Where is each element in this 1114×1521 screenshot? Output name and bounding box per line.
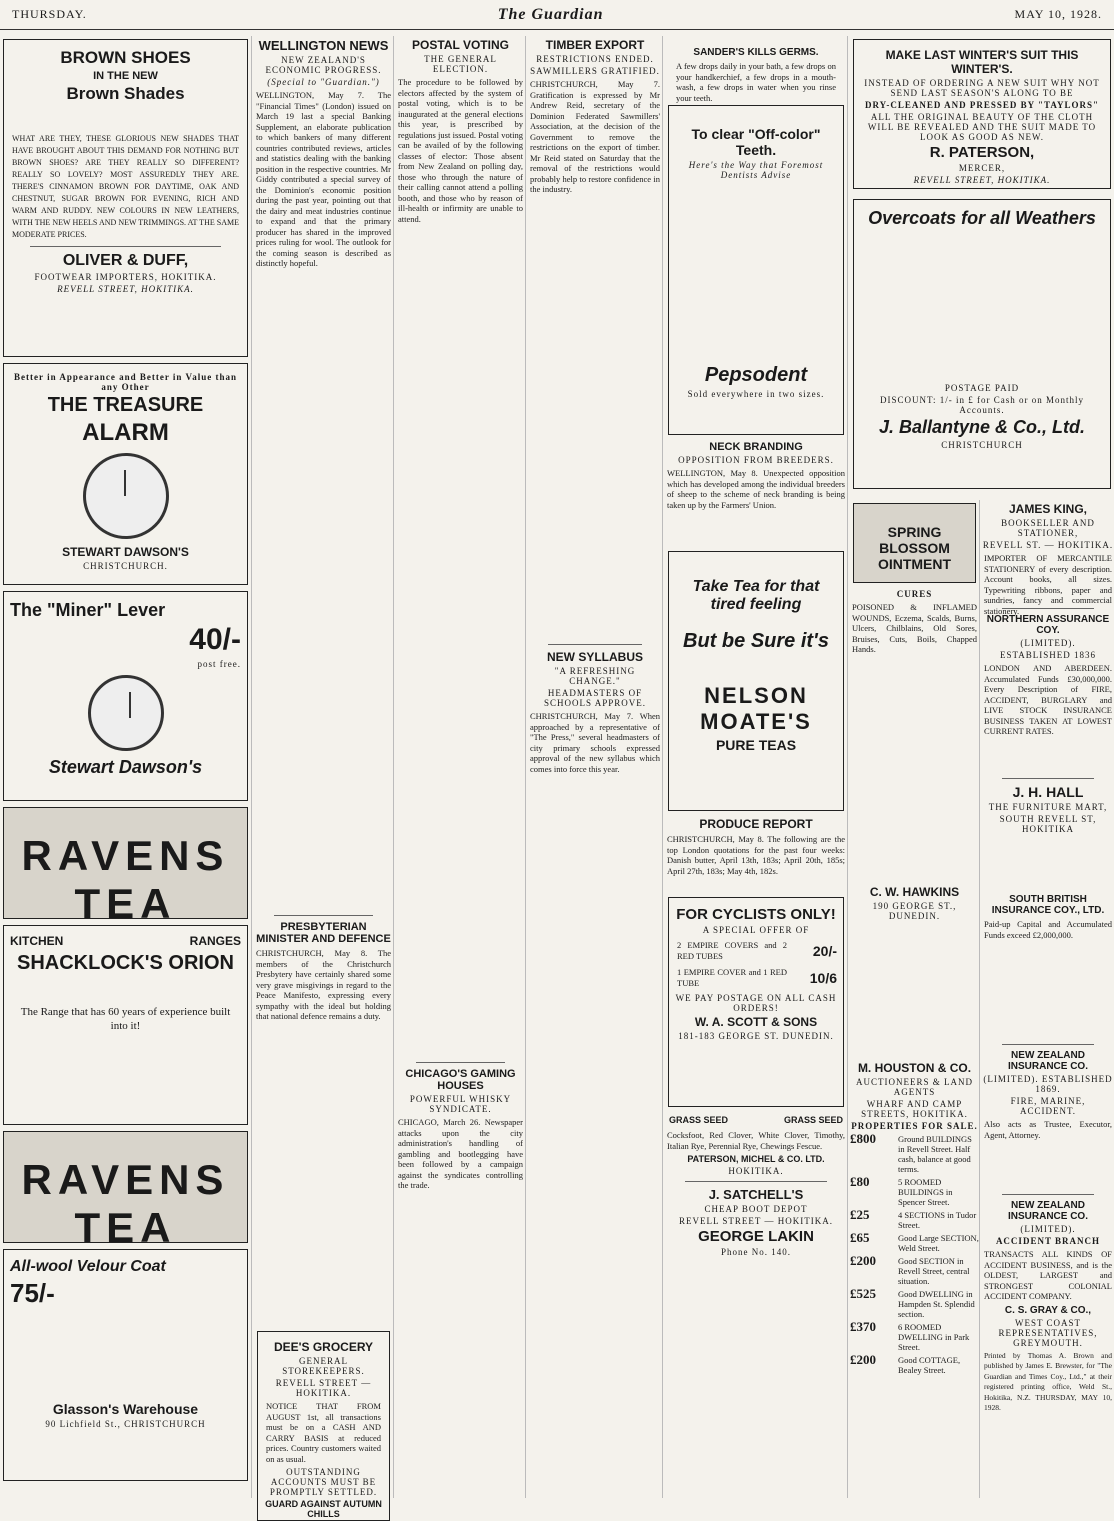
postal-voting-head: POSTAL VOTING <box>412 38 509 52</box>
gray-address: WEST COAST REPRESENTATIVES, GREYMOUTH. <box>998 1317 1098 1348</box>
wellington-news-sub: NEW ZEALAND'S ECONOMIC PROGRESS. <box>265 55 382 75</box>
chicago-sub: POWERFUL WHISKY SYNDICATE. <box>409 1094 512 1114</box>
pepsodent-brand: Pepsodent <box>704 364 808 386</box>
velour-price: 75/- <box>10 1278 55 1308</box>
south-british-name: SOUTH BRITISH INSURANCE COY., LTD. <box>991 894 1105 916</box>
ballantyne-title: Overcoats for all Weathers <box>868 208 1096 228</box>
property-price: £25 <box>850 1207 870 1222</box>
ballantyne-postage: POSTAGE PAID <box>944 383 1020 393</box>
property-description: Ground BUILDINGS in Revell Street. Half cash, balance at good terms. <box>898 1134 972 1174</box>
nz-insurance-2-branch: ACCIDENT BRANCH <box>995 1236 1101 1246</box>
masthead-date: MAY 10, 1928. <box>1014 7 1102 21</box>
northern-sub: (LIMITED). <box>1020 638 1076 648</box>
nz-insurance-name: NEW ZEALAND INSURANCE CO. <box>1007 1050 1088 1072</box>
produce-report-body: CHRISTCHURCH, May 8. The following are the top London quotations for the past four weeks: Danish butter, April 13th, 183s; April 20th, 185s; April 27th, 183s; May 4th, 182s. <box>667 834 845 876</box>
syllabus-sub: "A REFRESHING CHANGE." <box>554 666 636 686</box>
property-price: £80 <box>850 1174 870 1189</box>
dees-chills: GUARD AGAINST AUTUMN CHILLS <box>265 1499 382 1519</box>
ballantyne-city: CHRISTCHURCH <box>941 440 1023 450</box>
paterson-trade: MERCER, <box>958 163 1006 173</box>
printer-imprint: Printed by Thomas A. Brown and published by James E. Brewster, for "The Guardian and Times Coy., Ltd.," at their registered printing office, Weld St., Hokitika, N.Z. THURSDAY, MAY 10, 1928. <box>984 1350 1112 1412</box>
dees-sub: GENERAL STOREKEEPERS. <box>282 1356 365 1376</box>
property-description: 5 ROOMED BUILDINGS in Spencer Street. <box>898 1177 953 1207</box>
grass-seed-left: GRASS SEED <box>669 1115 729 1125</box>
cyclists-sub: A SPECIAL OFFER OF <box>702 925 810 935</box>
paterson-body: ALL THE ORIGINAL BEAUTY OF THE CLOTH WILL BE REVEALED AND THE SUIT MADE TO LOOK AS GOOD AS NEW. <box>867 112 1097 142</box>
cyclists-offer-1: 2 EMPIRE COVERS and 2 RED TUBES <box>677 940 787 961</box>
property-price: £65 <box>850 1230 870 1245</box>
hall-name: J. H. HALL <box>1012 784 1084 800</box>
lakin-name: GEORGE LAKIN <box>698 1228 814 1245</box>
ravens-logo-2: RAVENS TEA <box>21 1156 230 1251</box>
neck-branding-head: NECK BRANDING <box>709 441 803 453</box>
orion-ranges: RANGES <box>189 934 241 948</box>
spring-cures: CURES <box>896 589 933 599</box>
dees-address: REVELL STREET — HOKITIKA. <box>275 1378 372 1398</box>
pepsodent-tag: Sold everywhere in two sizes. <box>687 389 825 399</box>
orion-claim: The Range that has 60 years of experience built into it! <box>20 1006 231 1032</box>
ballantyne-discount: DISCOUNT: 1/- in £ for Cash or on Monthly Accounts. <box>879 395 1085 415</box>
scott-address: 181-183 GEORGE ST. DUNEDIN. <box>678 1031 834 1041</box>
paterson-address: REVELL STREET, HOKITIKA. <box>913 175 1051 185</box>
cyclists-postage: WE PAY POSTAGE ON ALL CASH ORDERS! <box>675 993 837 1013</box>
velour-title: All-wool Velour Coat <box>10 1258 166 1275</box>
alarm-clock-icon <box>83 453 169 539</box>
miner-title: The "Miner" Lever <box>10 600 166 620</box>
hawkins-address: 190 GEORGE ST., DUNEDIN. <box>872 901 957 921</box>
property-description: 6 ROOMED DWELLING in Park Street. <box>898 1322 970 1352</box>
syllabus-body: CHRISTCHURCH, May 7. When approached by a representative of "The Press," several headmasters of city primary schools expressed approval of the new syllabus which comes into force this year. <box>530 711 660 774</box>
grass-seed-header <box>665 1113 847 1127</box>
james-king-name: JAMES KING, <box>1008 502 1087 516</box>
nelson-sure: But be Sure it's <box>683 630 829 652</box>
northern-body: LONDON AND ABERDEEN. Accumulated Funds £30,000,000. Every Description of FIRE, ACCIDENT, BURGLARY and LIVE STOCK INSURANCE BUSINESS TAKEN AT LOWEST CURRENT RATES. <box>984 663 1112 736</box>
hall-sub: THE FURNITURE MART, <box>988 802 1108 812</box>
paterson-dry-clean: DRY-CLEANED AND PRESSED BY "TAYLORS" <box>864 100 1100 110</box>
glasson-address: 90 Lichfield St., CHRISTCHURCH <box>45 1419 206 1429</box>
miner-footer: Stewart Dawson's <box>48 757 203 777</box>
pepsodent-title: To clear "Off-color" Teeth. <box>691 126 821 158</box>
grass-seed-right: GRASS SEED <box>783 1115 843 1125</box>
treasure-alarm-ad <box>3 363 248 585</box>
brown-shoes-shades: Brown Shades <box>66 84 185 103</box>
james-king-body: IMPORTER OF MERCANTILE STATIONERY of every description. Account books, all sizes. Typewriting ribbons, paper and sundries, fancy and commercial stationery. <box>984 553 1112 616</box>
satchell-address: REVELL STREET — HOKITIKA. <box>679 1216 833 1226</box>
property-item <box>850 1352 979 1375</box>
sanders-notice <box>668 39 844 103</box>
wellington-news-body: WELLINGTON, May 7. The "Financial Times" (London) issued on March 19 last a special Banking Supplement, an elaborate publication to which bankers of many different countries contributed reviews, articles and statistics dealing with the banking position in the respective countries. Mr Giddy contributed a special survey of the Dominion's economic position during the past year, pointing out that the dairy and meat industries continue to expand and that the primary producer has shared in the improved prices ruling for wool. The outlook for the coming season is described as distinctly hopeful. <box>256 90 391 268</box>
south-british-body: Paid-up Capital and Accumulated Funds exceed £2,000,000. <box>984 919 1112 940</box>
paterson-michel-firm: PATERSON, MICHEL & CO. LTD. <box>687 1154 825 1164</box>
scott-firm: W. A. SCOTT & SONS <box>694 1015 818 1029</box>
dees-body: NOTICE THAT FROM AUGUST 1st, all transactions must be on a CASH AND CARRY BASIS at reduced prices. Country customers waited on as usual. <box>266 1401 381 1464</box>
nz-insurance-sub: (LIMITED). ESTABLISHED 1869. <box>983 1074 1113 1094</box>
column-6-top <box>850 36 1114 196</box>
spring-body: POISONED & INFLAMED WOUNDS, Eczema, Scalds, Burns, Ulcers, Chilblains, Old Sores, Bruises, Cuts, Boils, Chapped Hands. <box>852 602 977 654</box>
northern-established: ESTABLISHED 1836 <box>999 650 1097 660</box>
ravens-logo: RAVENS TEA <box>21 832 230 927</box>
property-price: £800 <box>850 1131 876 1146</box>
postal-voting-sub: THE GENERAL ELECTION. <box>424 54 497 74</box>
paterson-name: R. PATERSON, <box>929 144 1035 161</box>
dees-head: DEE'S GROCERY <box>273 1340 374 1354</box>
column-6-lower <box>850 500 980 1498</box>
james-king-sub: BOOKSELLER AND STATIONER, <box>1001 518 1095 538</box>
property-description: Good DWELLING in Hampden St. Splendid section. <box>898 1289 975 1319</box>
column-7 <box>982 500 1114 1498</box>
miner-lever-ad <box>3 591 248 801</box>
brown-shoes-title: BROWN SHOES <box>60 48 191 67</box>
houston-properties: PROPERTIES FOR SALE. <box>851 1121 978 1131</box>
presbyterian-head: PRESBYTERIAN MINISTER AND DEFENCE <box>256 921 391 945</box>
property-item <box>850 1253 979 1286</box>
alarm-city: CHRISTCHURCH. <box>83 561 168 571</box>
cyclists-offer-2: 1 EMPIRE COVER and 1 RED TUBE <box>677 967 787 988</box>
brown-shoes-ad <box>3 39 248 357</box>
property-item <box>850 1174 979 1207</box>
pepsodent-caption: Here's the Way that Foremost Dentists Advise <box>688 160 824 180</box>
pocket-watch-icon <box>88 675 164 751</box>
property-item <box>850 1131 979 1174</box>
spring-blossom-title: SPRING BLOSSOM OINTMENT <box>877 524 952 572</box>
nz-insurance-body: Also acts as Trustee, Executor, Agent, Attorney. <box>984 1119 1112 1140</box>
houston-name: M. HOUSTON & CO. <box>857 1061 972 1075</box>
paterson-michel-town: HOKITIKA. <box>728 1166 784 1176</box>
neck-branding-body: WELLINGTON, May 8. Unexpected opposition which has developed among the individual breeders of sheep to the scheme of neck branding is being taken up by the Farmers' Union. <box>667 468 845 510</box>
column-1 <box>0 36 252 1498</box>
satchell-sub: CHEAP BOOT DEPOT <box>704 1204 808 1214</box>
paterson-sub: INSTEAD OF ORDERING A NEW SUIT WHY NOT SEND LAST SEASON'S ALONG TO BE <box>864 78 1100 98</box>
gray-firm: C. S. GRAY & CO., <box>1004 1304 1092 1316</box>
glasson-name: Glasson's Warehouse <box>52 1401 199 1417</box>
oliver-duff-address: REVELL STREET, HOKITIKA. <box>57 284 194 294</box>
cyclists-price-2: 10/6 <box>809 969 837 986</box>
timber-export-head: TIMBER EXPORT <box>545 38 645 52</box>
property-description: Good COTTAGE, Bealey Street. <box>898 1355 961 1375</box>
postal-voting-body: The procedure to be followed by electors affected by the system of postal voting, which is to be inaugurated at the general elections this year, is prescribed by regulations just issued. Postal voting can be availed of by the following classes of elector: Those absent from New Zealand on polling day, those who through the nature of their calling cannot attend a polling booth, and those who by reason of ill-health or infirmity are unable to attend. <box>398 77 523 224</box>
property-price: £200 <box>850 1253 876 1268</box>
sanders-head: SANDER'S KILLS GERMS. <box>693 47 819 58</box>
velour-coat-ad <box>3 1249 248 1481</box>
paterson-title: MAKE LAST WINTER'S SUIT THIS WINTER'S. <box>885 48 1079 76</box>
nelson-brand: NELSON MOATE'S <box>700 683 812 734</box>
property-item <box>850 1319 979 1352</box>
ballantyne-firm: J. Ballantyne & Co., Ltd. <box>878 417 1086 437</box>
nz-insurance-2-body: TRANSACTS ALL KINDS OF ACCIDENT BUSINESS, and is the OLDEST, LARGEST and STRONGEST COLONIAL ACCIDENT COMPANY. <box>984 1249 1112 1301</box>
paterson-ad <box>853 39 1111 189</box>
orion-range-ad <box>3 925 248 1125</box>
cyclists-ad <box>668 897 844 1107</box>
nz-insurance-sub2: FIRE, MARINE, ACCIDENT. <box>1010 1096 1086 1116</box>
syllabus-sub2: HEADMASTERS OF SCHOOLS APPROVE. <box>543 688 647 708</box>
brown-shoes-subtitle: IN THE NEW <box>93 70 158 82</box>
ravens-tea-ad-1 <box>3 807 248 927</box>
property-description: 4 SECTIONS in Tudor Street. <box>898 1210 977 1230</box>
wellington-news-byline: (Special to "Guardian.") <box>267 77 380 87</box>
property-price: £370 <box>850 1319 876 1334</box>
alarm-subtitle: ALARM <box>82 419 169 446</box>
oliver-duff-name: OLIVER & DUFF, <box>62 252 189 269</box>
dees-grocery-ad <box>257 1331 390 1521</box>
hawkins-name: C. W. HAWKINS <box>869 885 960 899</box>
property-item <box>850 1286 979 1319</box>
miner-price-tag: post free. <box>197 659 241 669</box>
produce-report-head: PRODUCE REPORT <box>699 817 813 831</box>
ballantyne-ad <box>853 199 1111 489</box>
satchell-name: J. SATCHELL'S <box>708 1187 804 1202</box>
presbyterian-body: CHRISTCHURCH, May 8. The members of the Christchurch Presbytery have certainly shared some very grave misgivings in regard to the Peace Manifesto, expressing every sympathy with the ideal but holding that national defence remains a duty. <box>256 948 391 1021</box>
spring-blossom-logo <box>853 503 976 583</box>
masthead-day: THURSDAY. <box>12 7 87 21</box>
nelson-tag: PURE TEAS <box>715 737 797 753</box>
property-item <box>850 1207 979 1230</box>
cyclists-price-1: 20/- <box>812 942 837 959</box>
property-description: Good Large SECTION, Weld Street. <box>898 1233 979 1253</box>
alarm-tagline: Better in Appearance and Better in Value than any Other <box>14 372 237 392</box>
nelson-slogan: Take Tea for that tired feeling <box>692 578 820 613</box>
orion-brand: SHACKLOCK'S ORION <box>17 952 234 974</box>
masthead-paper-name: The Guardian <box>497 5 604 23</box>
column-3 <box>396 36 526 1498</box>
houston-sub: AUCTIONEERS & LAND AGENTS <box>856 1077 973 1097</box>
timber-export-body: CHRISTCHURCH, May 7. Gratification is expressed by Mr Andrew Reid, secretary of the Dominion Federated Sawmillers' Association, at the decision of the Government to remove the restrictions on the export of timber. Mr Reid stated on Saturday that the removal of the restrictions would probably help to restore confidence in the industry. <box>530 79 660 194</box>
chicago-head: CHICAGO'S GAMING HOUSES <box>405 1068 516 1092</box>
chicago-body: CHICAGO, March 26. Newspaper attacks upon the city administration's handling of gambling and bootlegging have been followed by a campaign against the syndicates controlling the trade. <box>398 1117 523 1190</box>
brown-shoes-body: WHAT ARE THEY, THESE GLORIOUS NEW SHADES THAT HAVE BROUGHT ABOUT THIS DEMAND FOR NOTHING BUT BROWN SHOES? ARE THEY REALLY SO DIFFERENT? REALLY SO LOVELY? MOST ASSUREDLY THEY ARE. THERE'S CINNAMON BROWN FOR DAYTIME, OAK AND CHESTNUT, SUGAR BROWN FOR EVENING, RICH AND WARM AND RUDDY. NEW COLOURS IN NEW LEATHERS, WITH THE NEW HEELS AND NEW TRIMMINGS. AT THE SAME MODERATE PRICES. <box>12 134 239 239</box>
pepsodent-ad <box>668 105 844 435</box>
northern-name: NORTHERN ASSURANCE COY. <box>986 614 1110 636</box>
cyclists-title: FOR CYCLISTS ONLY! <box>676 906 836 923</box>
sanders-body: A few drops daily in your bath, a few drops on your handkerchief, a few drops in a mouth-wash, a few drops in water when you rinse your teeth. <box>676 61 836 103</box>
alarm-footer: STEWART DAWSON'S <box>62 545 189 559</box>
property-description: Good SECTION in Revell Street, central situation. <box>898 1256 970 1286</box>
syllabus-head: NEW SYLLABUS <box>547 650 643 664</box>
timber-export-sub2: SAWMILLERS GRATIFIED. <box>530 66 660 76</box>
oliver-duff-trade: FOOTWEAR IMPORTERS, HOKITIKA. <box>34 272 217 282</box>
property-list <box>850 1131 979 1375</box>
nelson-moate-ad <box>668 551 844 811</box>
houston-address: WHARF AND CAMP STREETS, HOKITIKA. <box>861 1099 968 1119</box>
timber-export-sub: RESTRICTIONS ENDED. <box>536 54 654 64</box>
nz-insurance-2-name: NEW ZEALAND INSURANCE CO. <box>1007 1200 1088 1222</box>
orion-kitchen: KITCHEN <box>10 934 64 948</box>
ravens-tea-ad-2 <box>3 1131 248 1251</box>
property-item <box>850 1230 979 1253</box>
wellington-news-head: WELLINGTON NEWS <box>258 38 389 53</box>
grass-seed-body: Cocksfoot, Red Clover, White Clover, Timothy, Italian Rye, Perennial Rye, Chewings Fescue. <box>667 1130 845 1151</box>
hall-address: SOUTH REVELL ST, HOKITIKA <box>999 814 1097 834</box>
nz-insurance-2-sub: (LIMITED). <box>1020 1224 1076 1234</box>
property-price: £525 <box>850 1286 876 1301</box>
property-price: £200 <box>850 1352 876 1367</box>
column-2 <box>254 36 394 1519</box>
alarm-title: THE TREASURE <box>47 394 204 416</box>
dees-accounts: OUTSTANDING ACCOUNTS MUST BE PROMPTLY SETTLED. <box>269 1467 378 1497</box>
neck-branding-sub: OPPOSITION FROM BREEDERS. <box>678 455 834 465</box>
james-king-address: REVELL ST. — HOKITIKA. <box>982 540 1114 550</box>
column-4 <box>528 36 663 1498</box>
column-6-ballantyne <box>850 196 1114 496</box>
masthead <box>0 0 1114 30</box>
column-5 <box>665 36 848 1498</box>
miner-price: 40/- <box>189 623 241 656</box>
lakin-phone: Phone No. 140. <box>721 1247 791 1257</box>
